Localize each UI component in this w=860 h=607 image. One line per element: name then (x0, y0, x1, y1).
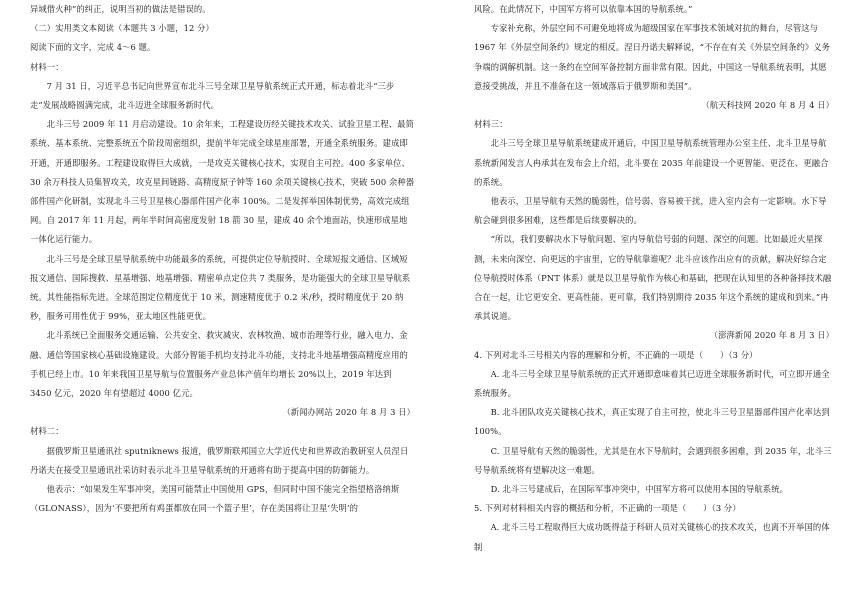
paragraph: A. 北斗三号全球卫星导航系统的正式开通即意味着其已迈进全球服务新时代，可立即开通全系统服务。 (474, 368, 830, 399)
paragraph: A. 北斗三号工程取得巨大成功既得益于科研人员对关键核心的技术攻关，也离不开举国的体制 (474, 522, 830, 552)
paragraph: 7 月 31 日，习近平总书记向世界宣布北斗三号全球卫星导航系统正式开通，标志着北斗“三步走”发展战略圆满完成，北斗迈进全球服务新时代。 (30, 80, 395, 111)
paragraph: 北斗三号全球卫星导航系统建成开通后，中国卫星导航系统管理办公室主任、北斗卫星导航系统新闻发言人冉承其在发布会上介绍，北斗要在 2035 年前建设一个更智能、更泛在、更融合的系统。 (474, 138, 829, 187)
question-stem: 4. 下列对北斗三号相关内容的理解和分析，不正确的一项是（ ）（3 分） (474, 349, 758, 360)
paragraph: B. 北斗团队攻克关键核心技术，真正实现了自主可控，使北斗三号卫星器部件国产化率达到 100%。 (474, 407, 830, 437)
paragraph: 材料二： (30, 426, 64, 437)
source-citation: （新闻办网站 2020 年 8 月 3 日） (282, 407, 415, 418)
paragraph: 北斗三号 2009 年 11 月启动建设。10 余年来，工程建设历经关键技术攻关、试验卫星工程、最简系统、基本系统、完整系统五个阶段周密组织，提前半年完成全球星座部署，开通全系统服务。建成即开通，开通即服务。工程建设取得巨大成就，一是攻克关键核心技术，实现自主可控。400 多家单位、30 余万科技人员集智攻关，攻克星间链路、高精度原子钟等 160 余项关键核心技术，突破 500 余种器部件国产化研制，实现北斗三号卫星核心器部件国产化率 100%。二是发挥举国体制优势，高效完成组网。自 2017 年 11 月起，两年半时间高密度发射 18 箭 30 星，建成 40 余个地面站，快速形成星地一体化运行能力。 (30, 119, 415, 245)
paragraph: （二）实用类文本阅读（本题共 3 小题，12 分） (30, 23, 214, 34)
paragraph: 材料一： (30, 61, 64, 72)
paragraph: 专家补充称，外层空间不可避免地将成为超级国家在军事技术领域对抗的舞台，尽管这与 1967 年《外层空间条约》规定的相反。涅日丹诺夫解释说，“不存在有关《外层空间条约》义务争端的调解机制。这一条约在空间军备控制方面非常有限。因此，中国这一导航系统表明，其愿意接受挑战，并且不准备在这一领域落后于俄罗斯和美国”。 (474, 23, 831, 91)
source-citation: （航天科技网 2020 年 8 月 4 日） (701, 100, 834, 111)
left-column (30, 0, 415, 607)
source-citation: （澎湃新闻 2020 年 8 月 3 日） (709, 330, 834, 341)
paragraph: 北斗系统已全面服务交通运输、公共安全、救灾减灾、农林牧渔、城市治理等行业，融入电力、金融、通信等国家核心基础设施建设。大部分智能手机均支持北斗功能，支持北斗地基增强高精度应用的手机已经上市。10 年来我国卫星导航与位置服务产业总体产值年均增长 20%以上，2019 年达到 3450 亿元，2020 年有望超过 4000 亿元。 (30, 330, 408, 399)
paragraph: 风险。在此情况下，中国军方将可以依靠本国的导航系统。” (474, 4, 693, 14)
paragraph: “所以，我们要解决水下导航问题、室内导航信号弱的问题、深空的问题。比如最近火星探测，未来向深空、向更远的宇宙里，它的导航靠谁呢？北斗应该作出应有的贡献，解决好综合定位导航授时体系（PNT 体系）就是以卫星导航作为核心和基础，把现在认知里的各种备择技术融合在一起，让它更安全、更高性能、更可靠，我们特别期待 2035 年这个系统的建成和到来。”冉承其说道。 (474, 234, 832, 322)
paragraph: 据俄罗斯卫星通讯社 sputniknews 报道，俄罗斯联邦国立大学近代史和世界政治教研室人员涅日丹诺夫在接受卫星通讯社采访时表示北斗卫星导航系统的开通将有助于提高中国的防御能力。 (30, 445, 409, 475)
paragraph: 阅读下面的文字，完成 4～6 题。 (30, 42, 156, 53)
right-column (474, 0, 834, 607)
paragraph: 他表示：“如果发生军事冲突，美国可能禁止中国使用 GPS，但同时中国不能完全指望格洛纳斯（GLONASS），因为‘不要把所有鸡蛋都放在同一个篮子里’，存在美国将让卫星‘失明’的 (30, 484, 400, 514)
question-stem: 5. 下列对材料相关内容的概括和分析，不正确的一项是（ ）（3 分） (474, 503, 741, 514)
paragraph: C. 卫星导航有天然的脆弱性，尤其是在水下导航时，会遇到很多困难，到 2035 年，北斗三号导航系统将有望解决这一难题。 (474, 445, 832, 475)
paragraph: 他表示，卫星导航有天然的脆弱性，信号弱、容易被干扰，进入室内会有一定影响。水下导航会碰到很多困难，这些都是后续要解决的。 (474, 196, 827, 226)
paragraph: 异域借火种”的纠正，说明当初的做法是错误的。 (30, 4, 211, 14)
paragraph: 材料三： (474, 119, 508, 130)
paragraph: D. 北斗三号建成后，在国际军事冲突中，中国军方将可以使用本国的导航系统。 (490, 484, 789, 495)
paragraph: 北斗三号是全球卫星导航系统中功能最多的系统，可提供定位导航授时、全球短报文通信、区域短报文通信、国际搜救、星基增强、地基增强、精密单点定位共 7 类服务，是功能强大的全球卫星导航系统。其性能指标先进。全球范围定位精度优于 10 米，测速精度优于 0.2 米/秒，授时精度优于 20 纳秒，服务可用性优于 99%，亚太地区性能更优。 (30, 253, 411, 322)
